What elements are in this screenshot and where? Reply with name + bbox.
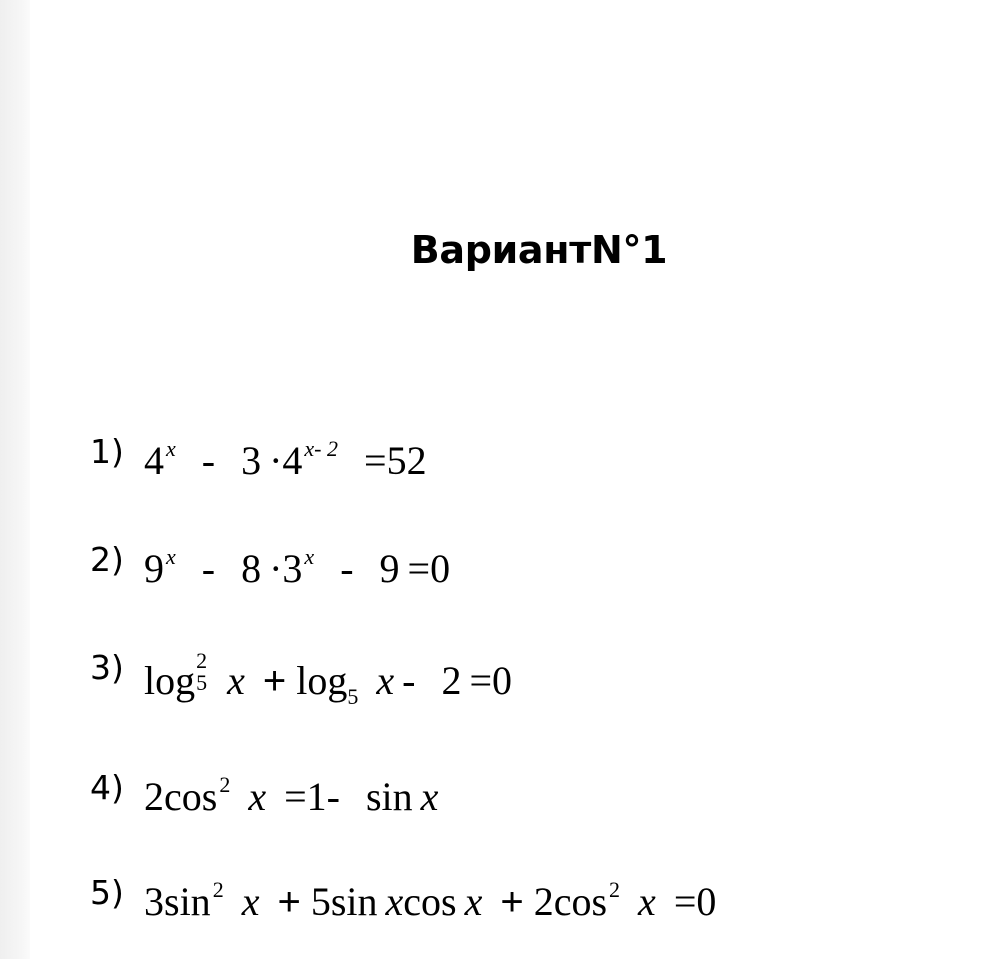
base: 9	[144, 546, 164, 591]
variant-title: ВариантN°1	[410, 228, 668, 272]
operator: -	[201, 438, 216, 483]
operator: +	[277, 880, 301, 924]
exponent: x	[304, 544, 315, 569]
log-base: 5	[196, 670, 208, 695]
variable: x	[241, 879, 260, 924]
right-hand-side: =0	[469, 658, 513, 703]
equation	[144, 879, 716, 931]
exponent: 2	[196, 648, 208, 673]
variable: x	[420, 774, 439, 819]
coefficient: 2	[533, 879, 554, 924]
exponent: x	[166, 436, 176, 461]
operator: -	[402, 658, 416, 703]
variable: x	[376, 658, 395, 703]
coefficient: 8	[241, 546, 262, 591]
right-hand-side: =0	[407, 546, 451, 591]
coefficient: 2	[144, 774, 164, 819]
sin-function: sin	[365, 774, 413, 819]
equation	[144, 774, 438, 826]
operator: +	[500, 880, 524, 924]
page-left-edge-shadow	[0, 0, 30, 959]
log-sup-sub	[195, 648, 209, 695]
variable: x	[227, 658, 245, 703]
operator: ·	[269, 438, 283, 483]
cos-function: cos	[553, 879, 608, 924]
coefficient: 3	[241, 438, 262, 483]
exponent: 2	[212, 877, 224, 902]
exponent: x	[166, 544, 176, 569]
problem-number: 1)	[90, 432, 124, 471]
equation	[144, 546, 450, 598]
equation	[144, 648, 513, 710]
operator: -	[326, 774, 340, 819]
constant: 9	[379, 546, 400, 591]
problem-number: 2)	[90, 540, 124, 579]
right-hand-side: =0	[673, 879, 717, 924]
variable: x	[638, 879, 656, 924]
exponent: x- 2	[304, 436, 339, 461]
variable: x	[464, 879, 483, 924]
cos-function: cos	[164, 774, 218, 819]
operator: -	[201, 546, 216, 591]
equals: =1	[284, 774, 327, 819]
base: 4	[144, 438, 164, 483]
equation	[144, 438, 427, 490]
right-hand-side: =52	[364, 438, 427, 483]
log-function: log	[296, 658, 348, 703]
log-base: 5	[347, 684, 359, 709]
coefficient: 3	[144, 879, 164, 924]
problem-number: 3)	[90, 648, 124, 687]
variable: x	[385, 879, 404, 924]
constant: 2	[441, 658, 462, 703]
base: 4	[282, 438, 303, 483]
sin-function: sin	[164, 879, 211, 924]
coefficient: 5	[310, 879, 331, 924]
base: 3	[282, 546, 303, 591]
sin-function: sin	[330, 879, 378, 924]
variable: x	[248, 774, 267, 819]
exponent: 2	[219, 772, 231, 797]
operator: ·	[269, 546, 283, 591]
cos-function: cos	[403, 879, 457, 924]
problem-number: 4)	[90, 768, 124, 807]
problem-number: 5)	[90, 873, 124, 912]
exponent: 2	[609, 877, 621, 902]
operator: +	[262, 659, 287, 703]
log-function: log	[144, 658, 196, 703]
operator: -	[340, 546, 354, 591]
